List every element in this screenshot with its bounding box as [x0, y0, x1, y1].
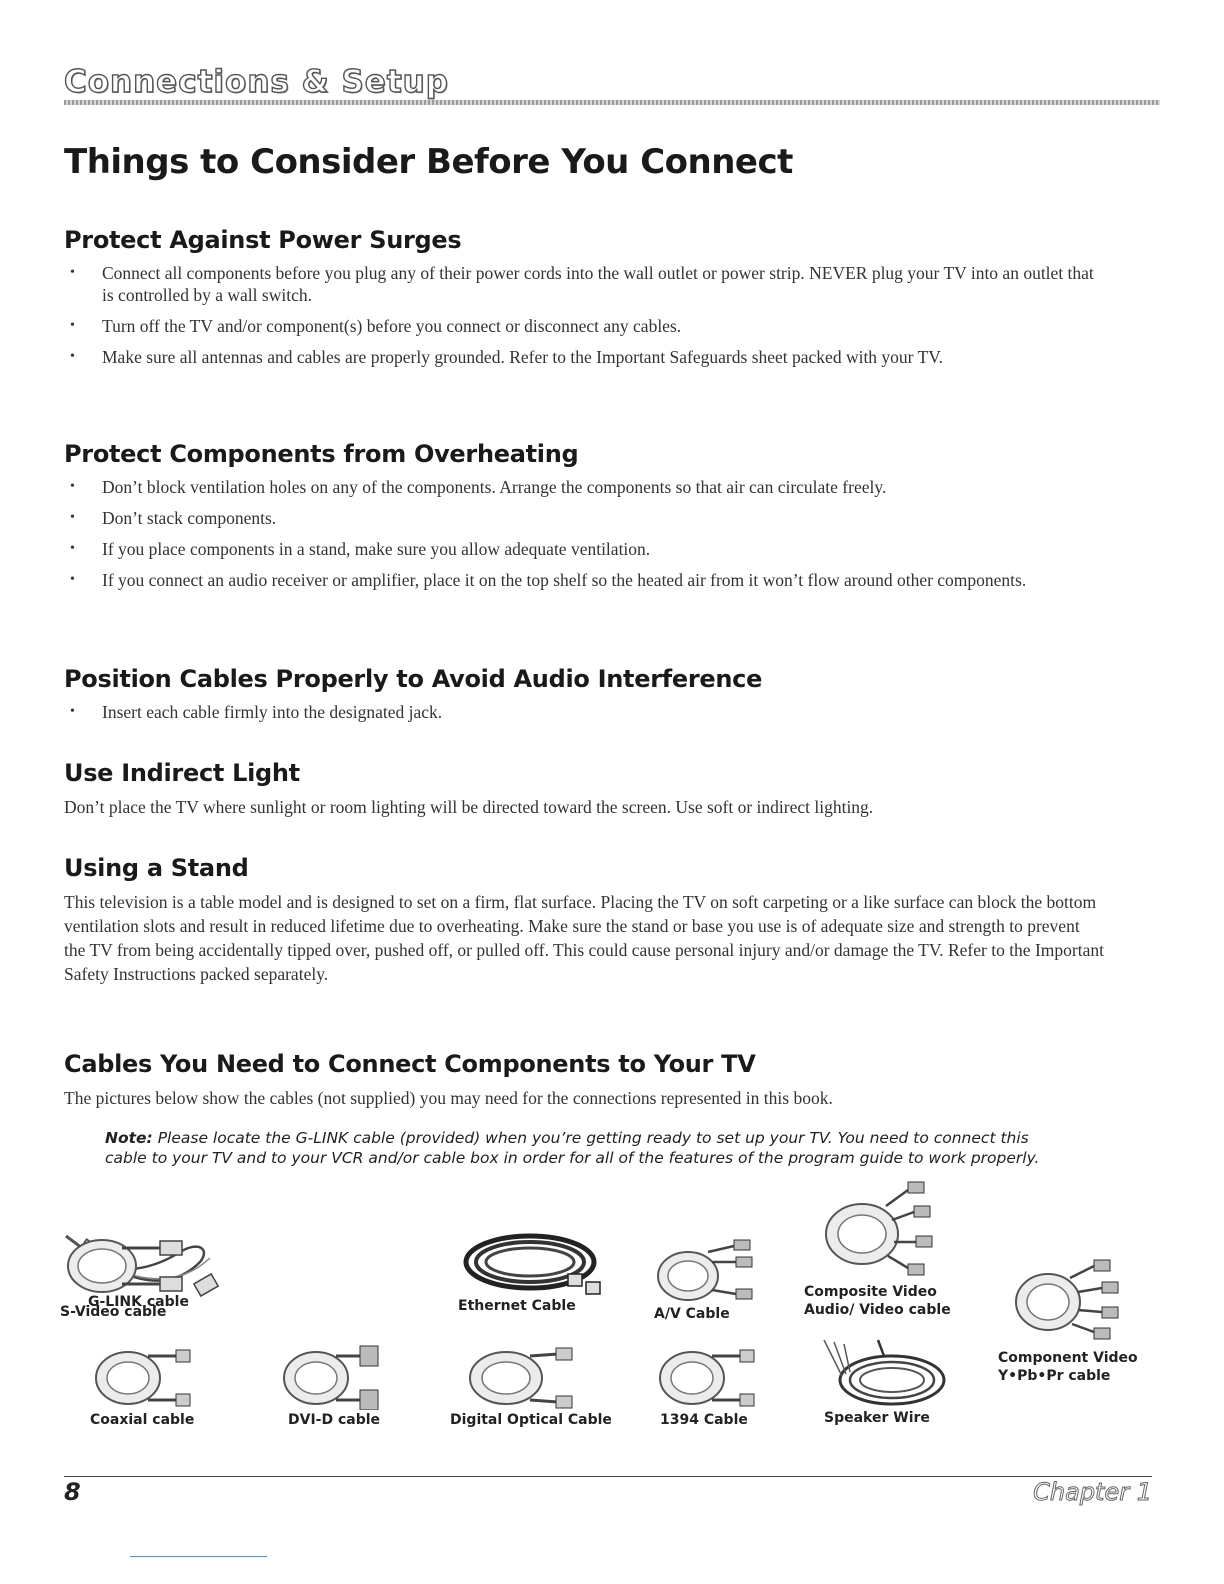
bullet-list [64, 476, 1104, 591]
composite-cable-icon [804, 1172, 944, 1290]
av-cable-item [652, 1232, 762, 1322]
speaker-wire-icon [820, 1336, 950, 1410]
section-heading: Protect Against Power Surges [64, 226, 462, 254]
list-item: • Don’t stack components. [102, 507, 1104, 529]
composite-cable-label-1: Composite Video [804, 1284, 937, 1300]
section-power-surges [64, 226, 1104, 377]
ethernet-cable-item [450, 1222, 610, 1314]
note [105, 1128, 1075, 1168]
component-cable-label-2: Y•Pb•Pr cable [998, 1368, 1111, 1384]
cable-illustrations [60, 1222, 1160, 1442]
optical-cable-label: Digital Optical Cable [450, 1412, 612, 1428]
chapter-label: Chapter 1 [1033, 1478, 1152, 1506]
list-item: • Connect all components before you plug any of their power cords into the wall outlet or power strip. NEVER plug your TV into an outlet that is controlled by a wall switch. [102, 262, 1104, 306]
speaker-wire-label: Speaker Wire [824, 1410, 930, 1426]
list-item: • Make sure all antennas and cables are properly grounded. Refer to the Important Safeguards sheet packed with your TV. [102, 346, 1104, 368]
list-item: • Insert each cable firmly into the designated jack. [102, 701, 1104, 723]
chapter-header-title: Connections & Setup [64, 64, 449, 100]
section-heading: Position Cables Properly to Avoid Audio Interference [64, 665, 763, 693]
firewire-cable-item [652, 1340, 762, 1428]
coaxial-cable-label: Coaxial cable [90, 1412, 195, 1428]
section-using-stand [64, 854, 1104, 986]
section-heading: Use Indirect Light [64, 759, 300, 787]
component-cable-item [998, 1252, 1138, 1384]
coaxial-cable-icon [88, 1340, 198, 1410]
coaxial-cable-item [88, 1340, 198, 1428]
note-label: Note: [105, 1129, 153, 1147]
bottom-link-underline [130, 1556, 267, 1557]
firewire-cable-label: 1394 Cable [660, 1412, 748, 1428]
composite-cable-label-2: Audio/ Video cable [804, 1302, 951, 1318]
footer-divider [64, 1476, 1152, 1477]
bullet-list [64, 262, 1104, 368]
bullet-list [64, 701, 1104, 723]
page-title: Things to Consider Before You Connect [64, 142, 793, 182]
dvid-cable-icon [276, 1340, 386, 1410]
ethernet-cable-icon [450, 1222, 610, 1302]
firewire-cable-icon [652, 1340, 762, 1410]
section-cables [64, 1050, 1104, 1110]
note-text: Please locate the G-LINK cable (provided) when you’re getting ready to set up your TV. You need to connect this cable to your TV and to your VCR and/or cable box in order for all of the features of the program guide to work properly. [105, 1129, 1040, 1167]
speaker-wire-item [820, 1336, 950, 1426]
svideo-cable-label: S-Video cable [60, 1304, 167, 1320]
svideo-cable-icon [60, 1222, 190, 1302]
page-number: 8 [64, 1478, 81, 1506]
dvid-cable-item [276, 1340, 386, 1428]
section-indirect-light [64, 759, 1104, 819]
optical-cable-icon [450, 1340, 590, 1410]
glink-cable-label: G-LINK cable [88, 1294, 189, 1310]
section-paragraph: This television is a table model and is designed to set on a firm, flat surface. Placing the TV on soft carpeting or a like surface can block the bottom ventilation slots and result in reduced lifetime due to overheating. Make sure the stand or base you use is of adequate size and strength to prevent the TV from being accidentally tipped over, pushed off, or pulled off. This could cause personal injury and/or damage the TV. Refer to the Important Safety Instructions packed separately. [64, 892, 1104, 984]
list-item: • If you place components in a stand, make sure you allow adequate ventilation. [102, 538, 1104, 560]
section-heading: Cables You Need to Connect Components to Your TV [64, 1050, 756, 1078]
dvid-cable-label: DVI-D cable [288, 1412, 381, 1428]
list-item: • Turn off the TV and/or component(s) before you connect or disconnect any cables. [102, 315, 1104, 337]
chapter-header [64, 64, 1160, 100]
section-paragraph: The pictures below show the cables (not supplied) you may need for the connections represented in this book. [64, 1088, 833, 1108]
component-cable-label-1: Component Video [998, 1350, 1138, 1366]
av-cable-label: A/V Cable [654, 1306, 730, 1322]
ethernet-cable-label: Ethernet Cable [458, 1298, 576, 1314]
section-heading: Using a Stand [64, 854, 249, 882]
av-cable-icon [652, 1232, 762, 1308]
list-item: • If you connect an audio receiver or amplifier, place it on the top shelf so the heated air from it won’t flow around other components. [102, 569, 1104, 591]
section-paragraph: Don’t place the TV where sunlight or room lighting will be directed toward the screen. Use soft or indirect lighting. [64, 797, 874, 817]
composite-cable-item [804, 1172, 951, 1318]
optical-cable-item [450, 1340, 612, 1428]
header-divider [64, 100, 1160, 105]
svideo-cable-item [60, 1222, 190, 1320]
section-overheating [64, 440, 1104, 600]
component-cable-icon [998, 1252, 1128, 1342]
section-heading: Protect Components from Overheating [64, 440, 579, 468]
section-audio-interference [64, 665, 1104, 732]
list-item: • Don’t block ventilation holes on any of the components. Arrange the components so that air can circulate freely. [102, 476, 1104, 498]
